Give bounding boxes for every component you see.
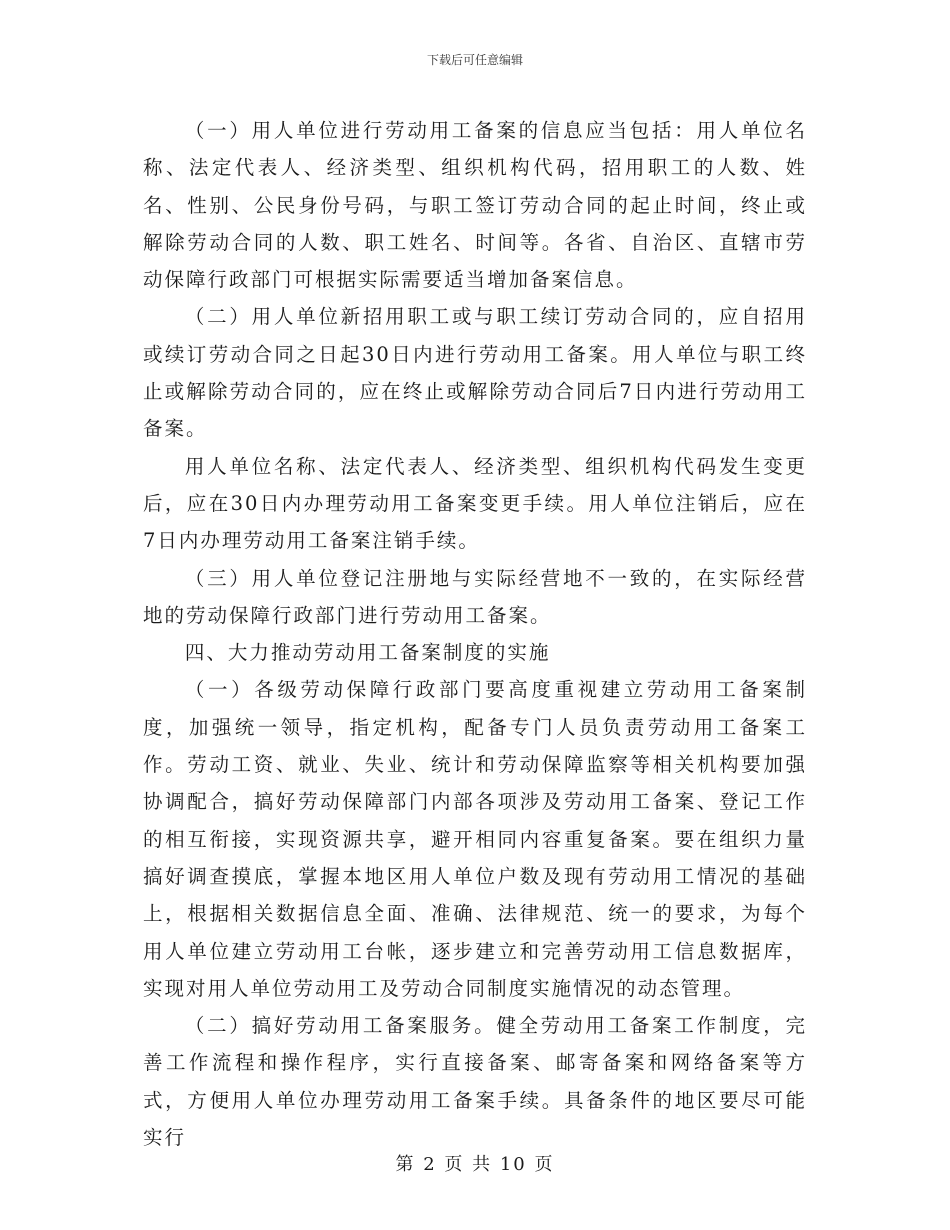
section-heading: 四、大力推动劳动用工备案制度的实施 (184, 641, 551, 665)
document-body (143, 112, 807, 1156)
paragraph: （三）用人单位登记注册地与实际经营地不一致的，在实际经营地的劳动保障行政部门进行劳动用工备案。 (143, 566, 807, 627)
page-header: 下载后可任意编辑 (426, 53, 523, 67)
page-number: 第 2 页 共 10 页 (395, 1154, 555, 1175)
paragraph: （一）用人单位进行劳动用工备案的信息应当包括：用人单位名称、法定代表人、经济类型、组织机构代码，招用职工的人数、姓名、性别、公民身份号码，与职工签订劳动合同的起止时间，终止或解除劳动合同的人数、职工姓名、时间等。各省、自治区、直辖市劳动保障行政部门可根据实际需要适当增加备案信息。 (143, 119, 807, 292)
paragraph: 用人单位名称、法定代表人、经济类型、组织机构代码发生变更后，应在30日内办理劳动用工备案变更手续。用人单位注销后，应在7日内办理劳动用工备案注销手续。 (143, 454, 807, 553)
paragraph: （二）搞好劳动用工备案服务。健全劳动用工备案工作制度，完善工作流程和操作程序，实行直接备案、邮寄备案和网络备案等方式，方便用人单位办理劳动用工备案手续。具备条件的地区要尽可能实行 (143, 1014, 807, 1150)
paragraph: （一）各级劳动保障行政部门要高度重视建立劳动用工备案制度，加强统一领导，指定机构，配备专门人员负责劳动用工备案工作。劳动工资、就业、失业、统计和劳动保障监察等相关机构要加强协调配合，搞好劳动保障部门内部各项涉及劳动用工备案、登记工作的相互衔接，实现资源共享，避开相同内容重复备案。要在组织力量搞好调查摸底，掌握本地区用人单位户数及现有劳动用工情况的基础上，根据相关数据信息全面、准确、法律规范、统一的要求，为每个用人单位建立劳动用工台帐，逐步建立和完善劳动用工信息数据库，实现对用人单位劳动用工及劳动合同制度实施情况的动态管理。 (143, 678, 807, 1000)
paragraph: （二）用人单位新招用职工或与职工续订劳动合同的，应自招用或续订劳动合同之日起30日内进行劳动用工备案。用人单位与职工终止或解除劳动合同的，应在终止或解除劳动合同后7日内进行劳动用工备案。 (143, 305, 807, 441)
